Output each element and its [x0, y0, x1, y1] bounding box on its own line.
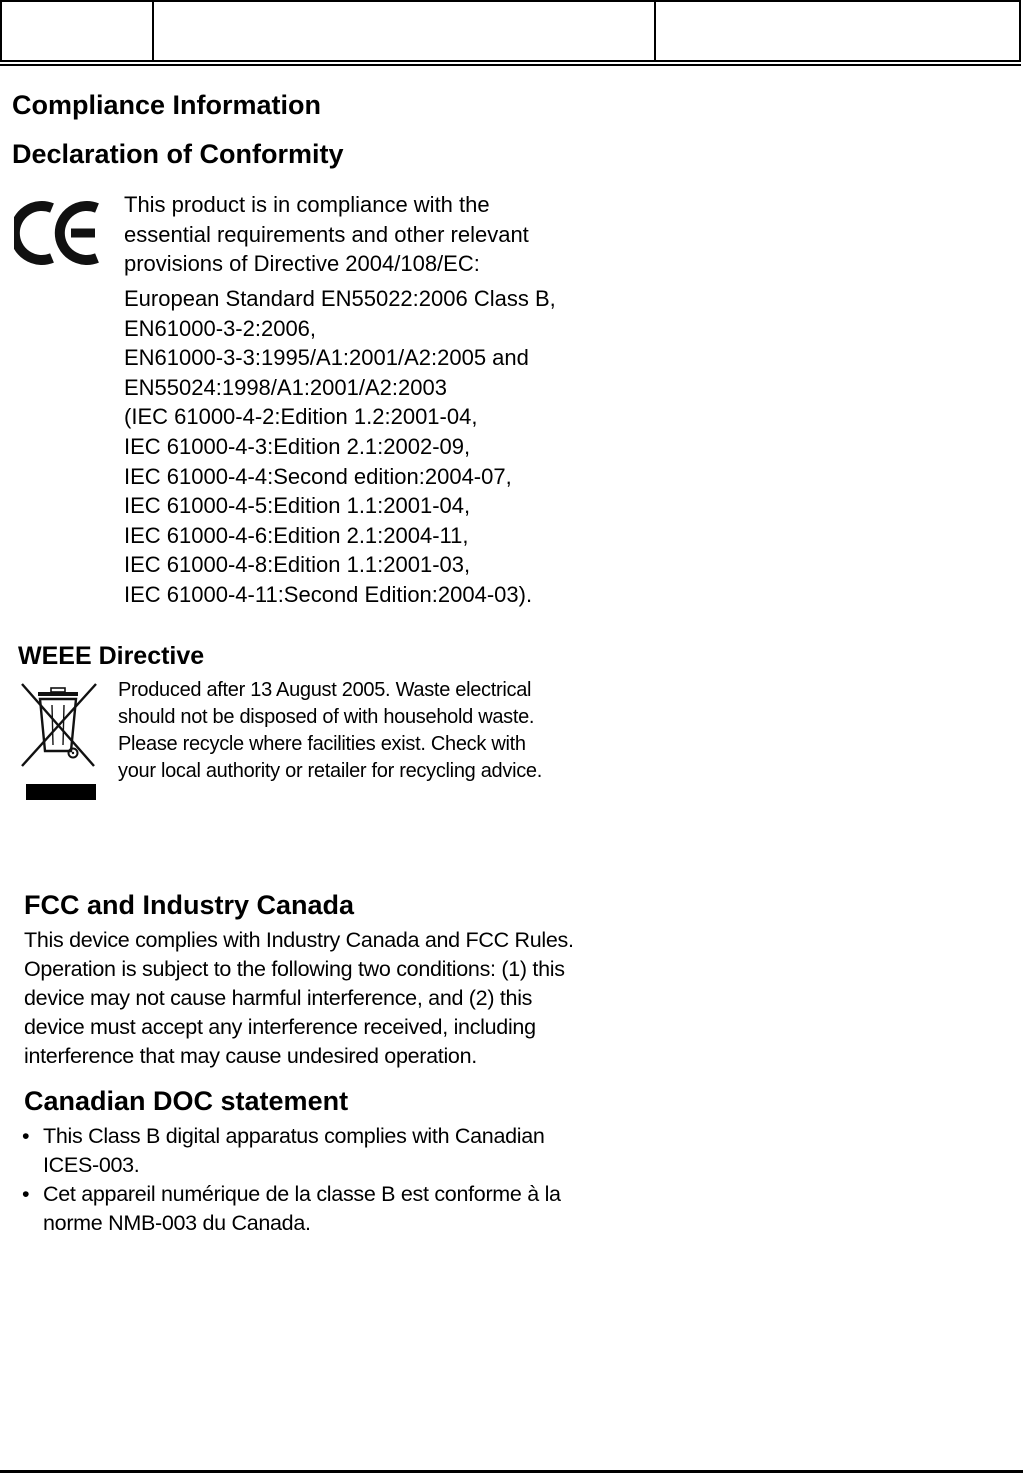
header-cell [2, 2, 154, 60]
text-line: should not be disposed of with household waste. [118, 706, 535, 728]
ce-mark-icon [14, 198, 102, 273]
standard-line: IEC 61000-4-8:Edition 1.1:2001-03, [124, 552, 471, 578]
standard-line: IEC 61000-4-6:Edition 2.1:2004-11, [124, 522, 469, 548]
text-line: essential requirements and other relevant [124, 221, 529, 247]
text-line: Cet appareil numérique de la classe B est conforme à la [43, 1182, 561, 1206]
bullet: • [22, 1182, 30, 1206]
standard-line: EN61000-3-2:2006, [124, 315, 317, 341]
standard-line: European Standard EN55022:2006 Class B, [124, 286, 556, 311]
text-line: Operation is subject to the following two conditions: (1) this [24, 957, 565, 981]
section-title-weee: WEEE Directive [18, 642, 205, 670]
text-line: ICES-003. [43, 1153, 140, 1177]
text-line: device must accept any interference received, including [24, 1015, 536, 1039]
text-line: your local authority or retailer for recycling advice. [118, 760, 542, 782]
standard-line: IEC 61000-4-4:Second edition:2004-07, [124, 463, 512, 489]
header-divider [0, 64, 1021, 66]
section-title-declaration: Declaration of Conformity [12, 139, 344, 169]
text-line: Produced after 13 August 2005. Waste electrical [118, 679, 532, 701]
standard-line: EN61000-3-3:1995/A1:2001/A2:2005 and [124, 345, 529, 371]
text-line: interference that may cause undesired operation. [24, 1044, 477, 1068]
standard-line: IEC 61000-4-5:Edition 1.1:2001-04, [124, 493, 471, 519]
canadian-doc-list [22, 1122, 662, 1238]
list-item [22, 1180, 662, 1238]
fcc-body [24, 926, 664, 1071]
text-line: norme NMB-003 du Canada. [43, 1211, 311, 1235]
standard-line: IEC 61000-4-11:Second Edition:2004-03). [124, 581, 533, 607]
standard-line: EN55024:1998/A1:2001/A2:2003 [124, 374, 447, 400]
list-item [22, 1122, 662, 1180]
page-title: Compliance Information [12, 90, 322, 120]
header-table [0, 0, 1021, 62]
standard-line: (IEC 61000-4-2:Edition 1.2:2001-04, [124, 404, 478, 430]
footer-divider [0, 1470, 1023, 1473]
text-line: This Class B digital apparatus complies with Canadian [43, 1124, 545, 1148]
header-cell [154, 2, 656, 60]
section-title-fcc: FCC and Industry Canada [24, 890, 355, 920]
crossed-out-wheelie-bin-icon [18, 681, 100, 808]
weee-body [118, 677, 638, 785]
standards-list [124, 284, 684, 610]
section-title-canadian-doc: Canadian DOC statement [24, 1086, 349, 1116]
bullet: • [22, 1124, 30, 1148]
text-line: This product is in compliance with the [124, 192, 490, 217]
text-line: Please recycle where facilities exist. Check with [118, 733, 526, 755]
text-line: device may not cause harmful interference, and (2) this [24, 986, 533, 1010]
text-line: This device complies with Industry Canada and FCC Rules. [24, 928, 574, 952]
text-line: provisions of Directive 2004/108/EC: [124, 251, 480, 276]
standard-line: IEC 61000-4-3:Edition 2.1:2002-09, [124, 433, 471, 459]
declaration-intro [124, 190, 644, 279]
header-cell [656, 2, 1019, 60]
